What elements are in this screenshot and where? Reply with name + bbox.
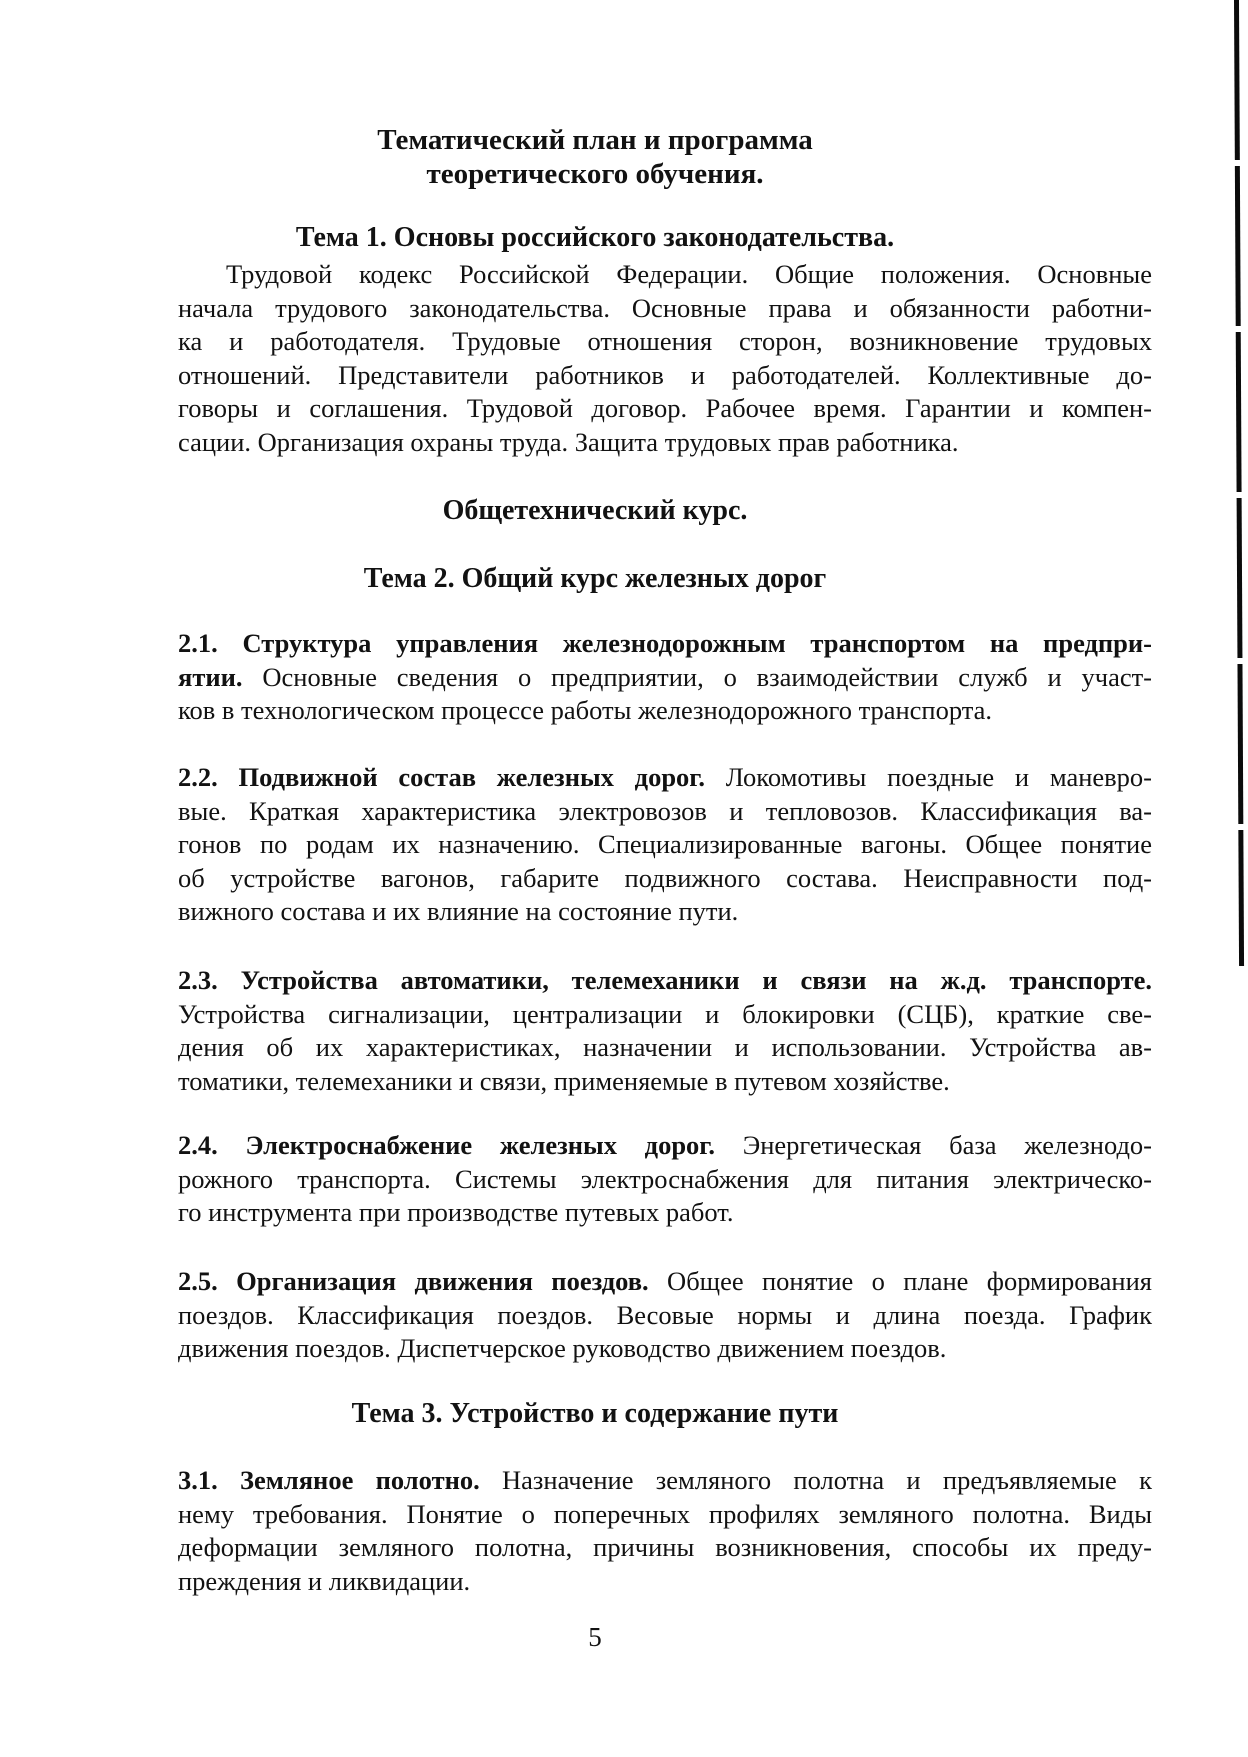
text-line	[178, 1332, 1152, 1366]
bold-text-segment: 2.2. Подвижной состав железных дорог.	[178, 762, 705, 792]
text-segment: деформации земляного полотна, причины возникновения, способы их преду-	[178, 1532, 1152, 1562]
text-segment: ка и работодателя. Трудовые отношения сторон, возникновение трудовых	[178, 326, 1152, 356]
document-title	[178, 124, 1012, 191]
text-segment: Назначение земляного полотна и предъявляемые к	[479, 1465, 1152, 1495]
text-line	[178, 494, 1012, 528]
text-segment: Трудовой кодекс Российской Федерации. Общие положения. Основные	[226, 259, 1152, 289]
text-line	[178, 1299, 1152, 1333]
text-line	[178, 1129, 1152, 1163]
bold-text-segment: теоретического обучения.	[426, 157, 764, 190]
section-2-5	[178, 1265, 1152, 1366]
text-line	[178, 1464, 1152, 1498]
text-segment: движения поездов. Диспетчерское руководство движением поездов.	[178, 1333, 947, 1363]
text-line	[178, 1065, 1152, 1099]
section-3-1	[178, 1464, 1152, 1598]
text-line	[178, 1265, 1152, 1299]
text-line	[178, 661, 1152, 695]
text-segment: преждения и ликвидации.	[178, 1565, 471, 1596]
text-line	[178, 292, 1152, 326]
text-segment: томатики, телемеханики и связи, применяемые в путевом хозяйстве.	[178, 1065, 950, 1096]
text-segment: Локомотивы поездные и маневро-	[704, 762, 1152, 792]
bold-text-segment: Тематический план и программа	[377, 124, 813, 156]
text-segment: вижного состава и их влияние на состояние пути.	[178, 896, 739, 926]
heading-tema-3	[178, 1397, 1012, 1431]
text-segment: поездов. Классификация поездов. Весовые нормы и длина поезда. График	[178, 1299, 1152, 1330]
text-line	[178, 221, 1012, 255]
text-segment: начала трудового законодательства. Основные права и обязанности работни-	[178, 292, 1152, 323]
text-line	[178, 795, 1152, 829]
text-line	[178, 1565, 1152, 1599]
bold-text-segment: 2.5. Организация движения поездов.	[178, 1266, 649, 1296]
text-line	[178, 761, 1152, 795]
bold-text-segment: Тема 1. Основы российского законодательства.	[295, 222, 895, 253]
section-2-1	[178, 627, 1152, 728]
text-line	[178, 124, 1012, 158]
scan-edge-line	[1234, 0, 1244, 966]
text-line	[178, 562, 1012, 596]
text-line	[178, 1031, 1152, 1065]
text-line	[178, 1498, 1152, 1532]
section-2-2	[178, 761, 1152, 929]
text-line	[178, 694, 1152, 728]
bold-text-segment: 3.1. Земляное полотно.	[178, 1465, 480, 1495]
paragraph-tema-1	[178, 258, 1152, 459]
text-segment: Энергетическая база железнодо-	[714, 1130, 1153, 1160]
bold-text-segment: Тема 2. Общий курс железных дорог	[363, 563, 827, 594]
heading-tema-2	[178, 562, 1012, 596]
text-line	[178, 627, 1152, 661]
text-line	[178, 158, 1012, 192]
text-segment: дения об их характеристиках, назначении и использовании. Устройства ав-	[178, 1032, 1152, 1062]
text-line	[178, 258, 1152, 292]
text-line	[178, 359, 1152, 393]
text-segment: ков в технологическом процессе работы железнодорожного транспорта.	[178, 695, 993, 725]
text-segment: Основные сведения о предприятии, о взаимодействии служб и участ-	[242, 661, 1152, 692]
text-line	[178, 828, 1152, 862]
text-segment: об устройстве вагонов, габарите подвижного состава. Неисправности под-	[178, 862, 1152, 893]
text-segment: гонов по родам их назначению. Специализированные вагоны. Общее понятие	[178, 829, 1152, 859]
bold-text-segment: Общетехнический курс.	[442, 495, 748, 526]
text-line	[178, 964, 1152, 998]
bold-text-segment: ятии.	[178, 661, 243, 692]
text-segment: Устройства сигнализации, централизации и блокировки (СЦБ), краткие све-	[178, 998, 1152, 1029]
text-segment: отношений. Представители работников и работодателей. Коллективные до-	[178, 359, 1152, 390]
text-line	[178, 1196, 1152, 1230]
text-segment: сации. Организация охраны труда. Защита трудовых прав работника.	[178, 426, 959, 457]
bold-text-segment: 2.4. Электроснабжение железных дорог.	[178, 1130, 715, 1160]
text-line	[178, 1397, 1012, 1431]
text-segment: говоры и соглашения. Трудовой договор. Рабочее время. Гарантии и компен-	[178, 393, 1152, 423]
bold-text-segment: 2.3. Устройства автоматики, телемеханики и связи на ж.д. транспорте.	[178, 965, 1152, 995]
text-segment: нему требования. Понятие о поперечных профилях земляного полотна. Виды	[178, 1498, 1152, 1529]
text-line	[178, 1531, 1152, 1565]
text-segment: го инструмента при производстве путевых работ.	[178, 1197, 734, 1227]
text-line	[178, 1163, 1152, 1197]
text-line	[178, 862, 1152, 896]
heading-tema-1	[178, 221, 1012, 255]
text-line	[178, 392, 1152, 426]
text-line	[178, 895, 1152, 929]
bold-text-segment: Тема 3. Устройство и содержание пути	[351, 1398, 839, 1429]
text-segment: Общее понятие о плане формирования	[648, 1266, 1152, 1296]
section-2-3	[178, 964, 1152, 1098]
text-segment: вые. Краткая характеристика электровозов и тепловозов. Классификация ва-	[178, 795, 1152, 826]
text-line	[178, 998, 1152, 1032]
text-line	[178, 426, 1152, 460]
section-2-4	[178, 1129, 1152, 1230]
heading-obshchetekhnichesky-kurs	[178, 494, 1012, 528]
bold-text-segment: 2.1. Структура управления железнодорожным транспортом на предпри-	[178, 628, 1152, 658]
text-segment: рожного транспорта. Системы электроснабжения для питания электрическо-	[178, 1163, 1152, 1194]
page-number: 5	[588, 1622, 602, 1652]
text-line	[178, 325, 1152, 359]
